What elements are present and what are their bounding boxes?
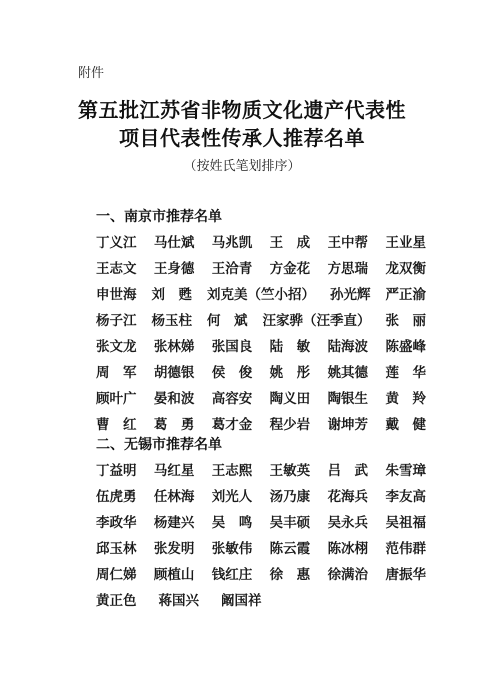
inheritor-name: 张 丽 [385,313,426,329]
inheritor-name: 徐满治 [327,567,369,583]
inheritor-name: 葛 勇 [153,417,195,433]
name-row [96,537,426,557]
inheritor-name: 王业星 [385,235,426,251]
inheritor-name: 陆 敏 [269,339,311,355]
inheritor-name: 顾植山 [153,567,195,583]
inheritor-name: 范伟群 [385,541,426,557]
inheritor-name: 胡德银 [153,365,195,381]
inheritor-name: 侯 俊 [211,365,253,381]
inheritor-name: 黄正色 [96,593,137,609]
inheritor-name: 方金花 [269,261,311,277]
inheritor-name: 王 成 [269,235,311,251]
inheritor-name: 谢坤芳 [327,417,369,433]
document-title-line-2: 项目代表性传承人推荐名单 [119,126,365,150]
inheritor-name: 吴 鸣 [211,515,253,531]
inheritor-name: 何 斌 [207,313,248,329]
document-title-line-1: 第五批江苏省非物质文化遗产代表性 [78,98,406,122]
inheritor-name: 严正渝 [385,287,426,303]
inheritor-name: 丁义江 [96,235,137,251]
name-row [96,589,426,609]
name-row [96,511,426,531]
name-row [96,413,426,433]
inheritor-name: 高容安 [211,391,253,407]
name-row [96,485,426,505]
inheritor-name: 李友高 [385,489,426,505]
inheritor-name: 王身德 [153,261,195,277]
name-row [96,231,426,251]
inheritor-name: 朱雪璋 [385,463,426,479]
inheritor-name: 程少岩 [269,417,311,433]
name-row [96,283,426,303]
inheritor-name: 汪家骅（汪季直） [262,313,371,329]
inheritor-name: 花海兵 [327,489,369,505]
inheritor-name: 丁益明 [96,463,137,479]
inheritor-name: 陆海波 [327,339,369,355]
inheritor-name: 龙双衡 [385,261,426,277]
name-row [96,335,426,355]
inheritor-name: 杨玉柱 [151,313,192,329]
inheritor-name: 吕 武 [327,463,369,479]
inheritor-name: 伍虎勇 [96,489,137,505]
inheritor-name: 申世海 [96,287,137,303]
name-row [96,361,426,381]
inheritor-name: 张发明 [153,541,195,557]
inheritor-name: 徐 惠 [269,567,311,583]
inheritor-name: 王志熙 [211,463,253,479]
inheritor-name: 曹 红 [96,417,137,433]
inheritor-name: 陈云霞 [269,541,311,557]
inheritor-name: 阚国祥 [221,593,262,609]
inheritor-name: 邱玉林 [96,541,137,557]
attachment-label: 附件 [78,66,105,81]
inheritor-name: 王中帮 [327,235,369,251]
inheritor-name: 陈盛峰 [385,339,426,355]
name-row [96,387,426,407]
inheritor-name: 钱红庄 [211,567,253,583]
inheritor-name: 马兆凯 [211,235,253,251]
name-row [96,257,426,277]
section-heading-nanjing: 一、南京市推荐名单 [96,209,222,225]
inheritor-name: 方思瑞 [327,261,369,277]
inheritor-name: 蒋国兴 [158,593,199,609]
inheritor-name: 莲 华 [385,365,426,381]
sort-note: （按姓氏笔划排序） [183,159,301,174]
inheritor-name: 张国良 [211,339,253,355]
name-row [96,563,426,583]
inheritor-name: 姚 彤 [269,365,311,381]
inheritor-name: 晏和波 [153,391,195,407]
inheritor-name: 张文龙 [96,339,137,355]
inheritor-name: 李政华 [96,515,137,531]
inheritor-name: 王敏英 [269,463,311,479]
inheritor-name: 陶义田 [269,391,311,407]
inheritor-name: 杨子江 [96,313,137,329]
inheritor-name: 刘光人 [211,489,253,505]
inheritor-name: 吴永兵 [327,515,369,531]
inheritor-name: 周仁娣 [96,567,137,583]
name-row [96,309,426,329]
inheritor-name: 吴丰硕 [269,515,311,531]
inheritor-name: 马仕斌 [153,235,195,251]
inheritor-name: 刘 甦 [151,287,192,303]
inheritor-name: 葛才金 [211,417,253,433]
inheritor-name: 顾叶广 [96,391,137,407]
inheritor-name: 刘克美（竺小招） [207,287,315,303]
inheritor-name: 孙光辉 [330,287,371,303]
inheritor-name: 任林海 [153,489,195,505]
inheritor-name: 汤乃康 [269,489,311,505]
inheritor-name: 周 军 [96,365,137,381]
inheritor-name: 唐振华 [385,567,426,583]
inheritor-name: 杨建兴 [153,515,195,531]
inheritor-name: 马红星 [153,463,195,479]
inheritor-name: 陶银生 [327,391,369,407]
section-heading-wuxi: 二、无锡市推荐名单 [96,437,222,453]
name-row [96,459,426,479]
inheritor-name: 吴祖福 [385,515,426,531]
inheritor-name: 王洽青 [211,261,253,277]
inheritor-name: 黄 羚 [385,391,426,407]
inheritor-name: 戴 健 [385,417,426,433]
inheritor-name: 姚其德 [327,365,369,381]
inheritor-name: 张林娣 [153,339,195,355]
inheritor-name: 王志文 [96,261,137,277]
inheritor-name: 张敏伟 [211,541,253,557]
inheritor-name: 陈冰栩 [327,541,369,557]
